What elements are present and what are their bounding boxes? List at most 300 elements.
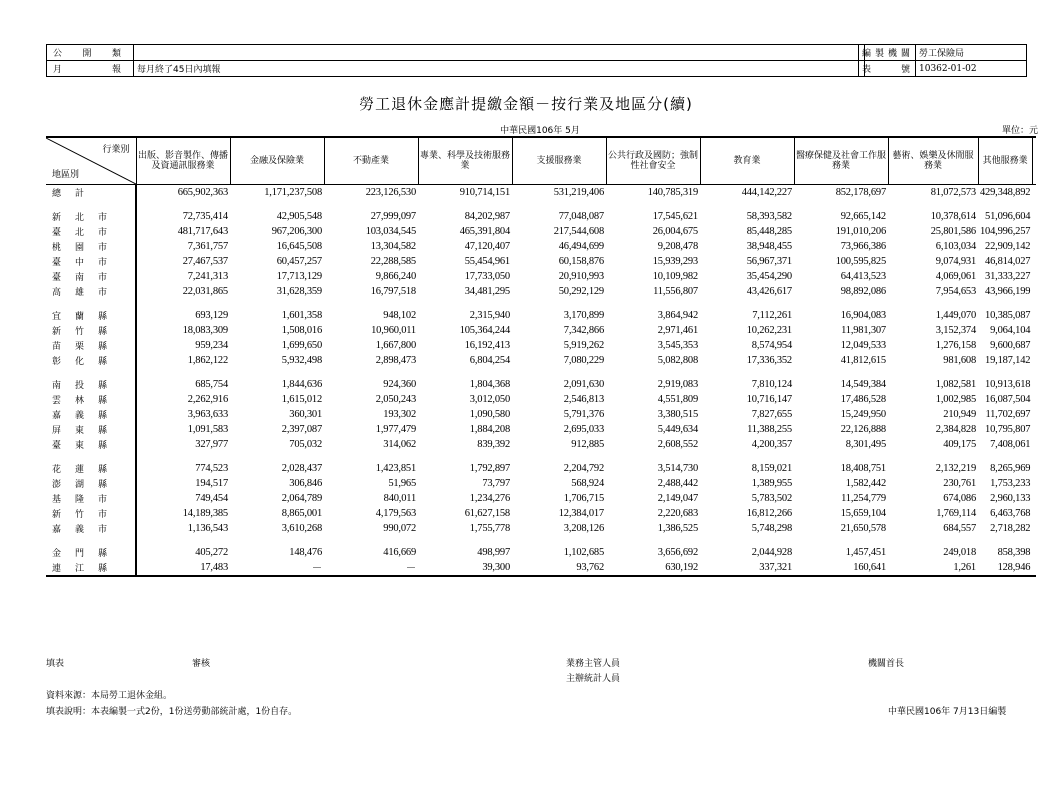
amount-cell: 15,939,293: [652, 256, 698, 267]
amount-cell: 2,204,792: [563, 463, 604, 474]
blank-cell: [1032, 521, 1036, 536]
amount-cell: 2,315,940: [469, 310, 510, 321]
amount-cell: 191,010,206: [835, 226, 886, 237]
amount-cell: 16,797,518: [370, 286, 416, 297]
blank-cell: [1032, 284, 1036, 299]
amount-cell: 924,360: [383, 379, 416, 390]
amount-cell: 337,321: [700, 560, 794, 576]
amount-cell: 8,265,969: [990, 463, 1031, 474]
amount-cell: 1,082,581: [935, 379, 976, 390]
region-label: 新北市: [46, 209, 136, 224]
table-row: [46, 284, 1036, 299]
table-row: [46, 377, 1036, 392]
amount-cell: 498,997: [477, 547, 510, 558]
amount-cell: 674,086: [943, 493, 976, 504]
amount-cell: 2,220,683: [657, 508, 698, 519]
amount-cell: 7,408,061: [990, 439, 1031, 450]
amount-cell: 35,454,290: [746, 271, 792, 282]
amount-cell: 2,546,813: [563, 394, 604, 405]
amount-cell: 990,072: [383, 523, 416, 534]
amount-cell: 2,608,552: [657, 439, 698, 450]
amount-cell: 17,486,528: [840, 394, 886, 405]
amount-cell: 749,454: [195, 493, 228, 504]
amount-cell: 92,665,142: [840, 211, 886, 222]
blank-cell: [1032, 209, 1036, 224]
amount-cell: 2,695,033: [563, 424, 604, 435]
region-label: 新竹市: [46, 506, 136, 521]
amount-cell: 429,348,892: [980, 187, 1031, 198]
table-row: [46, 209, 1036, 224]
blank-cell: [1032, 338, 1036, 353]
amount-cell: 18,083,309: [182, 325, 228, 336]
amount-cell: 193,302: [383, 409, 416, 420]
amount-cell: 531,219,406: [553, 187, 604, 198]
amount-cell: 148,476: [289, 547, 322, 558]
amount-cell: 10,960,011: [371, 325, 416, 336]
compiled-date: 中華民國106年 7月13日編製: [888, 707, 1007, 717]
amount-cell: 7,080,229: [563, 355, 604, 366]
amount-cell: －: [324, 560, 418, 576]
table-row: [46, 476, 1036, 491]
filling-note: 填表說明：本表編製一式2份，1份送勞動部統計處，1份自存。: [46, 707, 298, 717]
region-label: 彰化縣: [46, 353, 136, 368]
amount-cell: 60,457,257: [276, 256, 322, 267]
amount-cell: 5,783,502: [751, 493, 792, 504]
amount-cell: 959,234: [195, 340, 228, 351]
amount-cell: 2,960,133: [990, 493, 1031, 504]
amount-cell: 1,699,650: [281, 340, 322, 351]
report-deadline: 每月終了45日內填報: [134, 61, 865, 77]
amount-cell: 140,785,319: [647, 187, 698, 198]
amount-cell: 15,659,104: [840, 508, 886, 519]
amount-cell: 6,103,034: [935, 241, 976, 252]
amount-cell: 15,249,950: [840, 409, 886, 420]
data-table: [46, 136, 1036, 577]
amount-cell: 25,801,586: [930, 226, 976, 237]
region-label: 澎湖縣: [46, 476, 136, 491]
amount-cell: 46,494,699: [558, 241, 604, 252]
amount-cell: 61,627,158: [464, 508, 510, 519]
amount-cell: 1,508,016: [281, 325, 322, 336]
amount-cell: 5,748,298: [751, 523, 792, 534]
amount-cell: －: [230, 560, 324, 576]
amount-cell: 2,262,916: [187, 394, 228, 405]
industry-axis-label: 行業別: [102, 145, 130, 155]
amount-cell: 630,192: [606, 560, 700, 576]
amount-cell: 1,977,479: [375, 424, 416, 435]
amount-cell: 103,034,545: [365, 226, 416, 237]
amount-cell: 6,804,254: [469, 355, 510, 366]
blank-cell: [1032, 476, 1036, 491]
amount-cell: 1,615,012: [281, 394, 322, 405]
amount-cell: 27,467,537: [182, 256, 228, 267]
amount-cell: 51,965: [388, 478, 416, 489]
amount-cell: 6,463,768: [990, 508, 1031, 519]
amount-cell: 17,545,621: [652, 211, 698, 222]
amount-cell: 55,454,961: [464, 256, 510, 267]
data-source: 資料來源：本局勞工退休金組。: [46, 691, 173, 701]
amount-cell: 7,827,655: [751, 409, 792, 420]
blank-cell: [1032, 545, 1036, 560]
amount-cell: 1,136,543: [187, 523, 228, 534]
amount-cell: 58,393,582: [746, 211, 792, 222]
amount-cell: 7,241,313: [187, 271, 228, 282]
amount-cell: 16,645,508: [276, 241, 322, 252]
amount-cell: 18,408,751: [840, 463, 886, 474]
amount-cell: 5,919,262: [563, 340, 604, 351]
amount-cell: 105,364,244: [459, 325, 510, 336]
column-header: 支援服務業: [512, 137, 606, 185]
region-label: 花蓮縣: [46, 461, 136, 476]
amount-cell: 1,753,233: [990, 478, 1031, 489]
amount-cell: 1,171,237,508: [264, 187, 322, 198]
amount-cell: 13,304,582: [370, 241, 416, 252]
group-spacer: [46, 299, 1036, 308]
table-row: [46, 392, 1036, 407]
amount-cell: 1,234,276: [469, 493, 510, 504]
amount-cell: 81,072,573: [930, 187, 976, 198]
amount-cell: 22,909,142: [985, 241, 1031, 252]
amount-cell: 967,206,300: [271, 226, 322, 237]
amount-cell: 77,048,087: [558, 211, 604, 222]
amount-cell: 194,517: [195, 478, 228, 489]
amount-cell: 2,028,437: [281, 463, 322, 474]
amount-cell: 5,449,634: [657, 424, 698, 435]
amount-cell: 16,904,083: [840, 310, 886, 321]
column-header: 出版、影音製作、傳播及資通訊服務業: [136, 137, 230, 185]
region-label: 新竹縣: [46, 323, 136, 338]
blank-cell: [1032, 353, 1036, 368]
amount-cell: 7,342,866: [563, 325, 604, 336]
form-number-value: 10362-01-02: [916, 61, 1027, 77]
amount-cell: 1,102,685: [563, 547, 604, 558]
amount-cell: 2,044,928: [751, 547, 792, 558]
amount-cell: 1,844,636: [281, 379, 322, 390]
amount-cell: 17,713,129: [276, 271, 322, 282]
amount-cell: 1,261: [888, 560, 978, 576]
amount-cell: 4,200,357: [751, 439, 792, 450]
header-info-right: [858, 44, 1027, 77]
table-row: [46, 224, 1036, 239]
amount-cell: 8,865,001: [281, 508, 322, 519]
amount-cell: 839,392: [477, 439, 510, 450]
amount-cell: 1,601,358: [281, 310, 322, 321]
amount-cell: 20,910,993: [558, 271, 604, 282]
amount-cell: 10,913,618: [985, 379, 1031, 390]
amount-cell: 858,398: [997, 547, 1031, 558]
region-label: 臺中市: [46, 254, 136, 269]
amount-cell: 2,384,828: [935, 424, 976, 435]
amount-cell: 7,810,124: [751, 379, 792, 390]
header-info-left: [46, 44, 865, 77]
table-row: [46, 323, 1036, 338]
amount-cell: 1,769,114: [936, 508, 976, 519]
amount-cell: 39,300: [418, 560, 512, 576]
group-spacer: [46, 368, 1036, 377]
region-label: 苗栗縣: [46, 338, 136, 353]
column-header: 公共行政及國防；強制性社會安全: [606, 137, 700, 185]
amount-cell: 1,755,778: [469, 523, 510, 534]
amount-cell: 981,608: [943, 355, 976, 366]
amount-cell: 14,549,384: [840, 379, 886, 390]
amount-cell: 64,413,523: [840, 271, 886, 282]
amount-cell: 3,012,050: [469, 394, 510, 405]
amount-cell: 910,714,151: [459, 187, 510, 198]
amount-cell: 10,262,231: [746, 325, 792, 336]
amount-cell: 2,050,243: [375, 394, 416, 405]
unit-label: 單位：元: [1001, 126, 1038, 136]
amount-cell: 217,544,608: [553, 226, 604, 237]
table-row: [46, 407, 1036, 422]
amount-cell: 11,388,255: [747, 424, 792, 435]
amount-cell: 11,981,307: [841, 325, 886, 336]
blank-cell: [1032, 461, 1036, 476]
amount-cell: 4,179,563: [375, 508, 416, 519]
table-row: [46, 353, 1036, 368]
amount-cell: 685,754: [195, 379, 228, 390]
amount-cell: 2,919,083: [657, 379, 698, 390]
compiler-label: 編製機關: [859, 45, 916, 61]
region-label: 嘉義縣: [46, 407, 136, 422]
amount-cell: 3,963,633: [187, 409, 228, 420]
blank-cell: [1032, 377, 1036, 392]
amount-cell: 3,170,899: [563, 310, 604, 321]
amount-cell: 22,126,888: [840, 424, 886, 435]
amount-cell: 444,142,227: [741, 187, 792, 198]
amount-cell: 568,924: [571, 478, 604, 489]
amount-cell: 1,276,158: [935, 340, 976, 351]
column-header: 其他服務業: [978, 137, 1032, 185]
amount-cell: 9,074,931: [935, 256, 976, 267]
amount-cell: 26,004,675: [652, 226, 698, 237]
region-label: 宜蘭縣: [46, 308, 136, 323]
table-row: [46, 308, 1036, 323]
amount-cell: 73,797: [482, 478, 510, 489]
publicity-value: [134, 45, 865, 61]
table-row: [46, 461, 1036, 476]
table-row: [46, 545, 1036, 560]
region-label: 臺南市: [46, 269, 136, 284]
amount-cell: 10,109,982: [652, 271, 698, 282]
blank-cell: [1032, 422, 1036, 437]
amount-cell: 4,069,061: [935, 271, 976, 282]
amount-cell: 2,064,789: [281, 493, 322, 504]
blank-cell: [1032, 437, 1036, 452]
amount-cell: 43,966,199: [985, 286, 1031, 297]
amount-cell: 85,448,285: [746, 226, 792, 237]
table-row: [46, 422, 1036, 437]
amount-cell: 2,898,473: [375, 355, 416, 366]
amount-cell: 50,292,129: [558, 286, 604, 297]
amount-cell: 314,062: [383, 439, 416, 450]
amount-cell: 9,600,687: [990, 340, 1031, 351]
column-header: 藝術、娛樂及休閒服務業: [888, 137, 978, 185]
amount-cell: 306,846: [289, 478, 322, 489]
amount-cell: 128,946: [978, 560, 1032, 576]
amount-cell: 5,932,498: [281, 355, 322, 366]
amount-cell: 2,971,461: [657, 325, 698, 336]
amount-cell: 56,967,371: [746, 256, 792, 267]
amount-cell: 1,389,955: [751, 478, 792, 489]
amount-cell: 11,556,807: [653, 286, 698, 297]
group-spacer: [46, 536, 1036, 545]
amount-cell: 11,254,779: [841, 493, 886, 504]
amount-cell: 3,514,730: [657, 463, 698, 474]
amount-cell: 17,483: [136, 560, 230, 576]
table-row: [46, 506, 1036, 521]
amount-cell: 12,384,017: [558, 508, 604, 519]
amount-cell: 11,702,697: [985, 409, 1031, 420]
amount-cell: 1,457,451: [845, 547, 886, 558]
amount-cell: 19,187,142: [985, 355, 1031, 366]
amount-cell: 160,641: [794, 560, 888, 576]
amount-cell: 465,391,804: [459, 226, 510, 237]
amount-cell: 774,523: [195, 463, 228, 474]
region-axis-label: 地區別: [52, 170, 80, 180]
amount-cell: 3,545,353: [657, 340, 698, 351]
amount-cell: 60,158,876: [558, 256, 604, 267]
column-header: 醫療保健及社會工作服務業: [794, 137, 888, 185]
publicity-label: 公開類: [47, 45, 134, 61]
reviewer-label: 審核: [192, 659, 211, 669]
region-label: 臺東縣: [46, 437, 136, 452]
amount-cell: 12,049,533: [840, 340, 886, 351]
amount-cell: 31,333,227: [985, 271, 1031, 282]
amount-cell: 2,397,087: [281, 424, 322, 435]
region-label: 雲林縣: [46, 392, 136, 407]
amount-cell: 2,718,282: [990, 523, 1031, 534]
amount-cell: 1,667,800: [375, 340, 416, 351]
amount-cell: 3,208,126: [563, 523, 604, 534]
blank-cell: [1032, 323, 1036, 338]
amount-cell: 3,380,515: [657, 409, 698, 420]
table-body: [46, 185, 1036, 577]
table-header-row: [46, 137, 1036, 185]
amount-cell: 705,032: [289, 439, 322, 450]
amount-cell: 4,551,809: [657, 394, 698, 405]
compiler-value: 勞工保險局: [916, 45, 1027, 61]
amount-cell: 665,902,363: [177, 187, 228, 198]
table-row: [46, 521, 1036, 536]
blank-cell: [1032, 269, 1036, 284]
region-label: 高雄市: [46, 284, 136, 299]
amount-cell: 1,582,442: [845, 478, 886, 489]
amount-cell: 405,272: [195, 547, 228, 558]
amount-cell: 7,112,261: [752, 310, 792, 321]
amount-cell: 98,892,086: [840, 286, 886, 297]
amount-cell: 7,954,653: [935, 286, 976, 297]
amount-cell: 100,595,825: [835, 256, 886, 267]
amount-cell: 34,481,295: [464, 286, 510, 297]
amount-cell: 16,087,504: [985, 394, 1031, 405]
amount-cell: 8,159,021: [751, 463, 792, 474]
report-title: 勞工退休金應計提繳金額－按行業及地區分(續): [359, 95, 693, 113]
group-spacer: [46, 452, 1036, 461]
region-label: 連江縣: [46, 560, 136, 576]
filler-label: 填表: [46, 659, 65, 669]
amount-cell: 249,018: [943, 547, 976, 558]
amount-cell: 41,812,615: [840, 355, 886, 366]
blank-cell: [1032, 491, 1036, 506]
amount-cell: 10,716,147: [746, 394, 792, 405]
amount-cell: 104,996,257: [980, 226, 1031, 237]
amount-cell: 2,488,442: [657, 478, 698, 489]
amount-cell: 46,814,027: [985, 256, 1031, 267]
region-label: 南投縣: [46, 377, 136, 392]
amount-cell: 51,096,604: [985, 211, 1031, 222]
amount-cell: 684,557: [943, 523, 976, 534]
amount-cell: 5,082,808: [657, 355, 698, 366]
amount-cell: 948,102: [383, 310, 416, 321]
amount-cell: 38,948,455: [746, 241, 792, 252]
supervisor-label: 業務主管人員: [566, 659, 621, 669]
amount-cell: 1,884,208: [469, 424, 510, 435]
agency-head-label: 機關首長: [868, 659, 905, 669]
amount-cell: 73,966,386: [840, 241, 886, 252]
amount-cell: 72,735,414: [182, 211, 228, 222]
amount-cell: 10,385,087: [985, 310, 1031, 321]
amount-cell: 3,610,268: [281, 523, 322, 534]
amount-cell: 93,762: [512, 560, 606, 576]
column-header: 教育業: [700, 137, 794, 185]
amount-cell: 693,129: [195, 310, 228, 321]
column-header-blank: [1032, 137, 1036, 185]
amount-cell: 3,152,374: [935, 325, 976, 336]
amount-cell: 10,378,614: [930, 211, 976, 222]
amount-cell: 16,812,266: [746, 508, 792, 519]
amount-cell: 31,628,359: [276, 286, 322, 297]
amount-cell: 7,361,757: [187, 241, 228, 252]
table-row: [46, 437, 1036, 452]
table-row: [46, 269, 1036, 284]
amount-cell: 5,791,376: [563, 409, 604, 420]
amount-cell: 1,386,525: [657, 523, 698, 534]
report-period: 中華民國106年 5月: [500, 126, 580, 136]
amount-cell: 21,650,578: [840, 523, 886, 534]
amount-cell: 47,120,407: [464, 241, 510, 252]
column-header: 不動產業: [324, 137, 418, 185]
blank-cell: [1032, 185, 1036, 201]
amount-cell: 1,091,583: [187, 424, 228, 435]
region-label: 基隆市: [46, 491, 136, 506]
blank-cell: [1032, 392, 1036, 407]
corner-cell: [46, 137, 136, 185]
group-spacer: [46, 200, 1036, 209]
amount-cell: 17,336,352: [746, 355, 792, 366]
amount-cell: 2,132,219: [935, 463, 976, 474]
amount-cell: 2,091,630: [563, 379, 604, 390]
column-header: 金融及保險業: [230, 137, 324, 185]
amount-cell: 1,090,580: [469, 409, 510, 420]
amount-cell: 10,795,807: [985, 424, 1031, 435]
amount-cell: 1,804,368: [469, 379, 510, 390]
region-label: 桃園市: [46, 239, 136, 254]
amount-cell: 9,064,104: [990, 325, 1031, 336]
amount-cell: 17,733,050: [464, 271, 510, 282]
amount-cell: 327,977: [195, 439, 228, 450]
amount-cell: 8,301,495: [845, 439, 886, 450]
table-row: [46, 338, 1036, 353]
amount-cell: 27,999,097: [370, 211, 416, 222]
amount-cell: 43,426,617: [746, 286, 792, 297]
amount-cell: 840,011: [383, 493, 416, 504]
amount-cell: 2,149,047: [657, 493, 698, 504]
amount-cell: 360,301: [289, 409, 322, 420]
blank-cell: [1032, 254, 1036, 269]
stat-officer-label: 主辦統計人員: [566, 674, 621, 684]
blank-cell: [1032, 239, 1036, 254]
amount-cell: 409,175: [943, 439, 976, 450]
